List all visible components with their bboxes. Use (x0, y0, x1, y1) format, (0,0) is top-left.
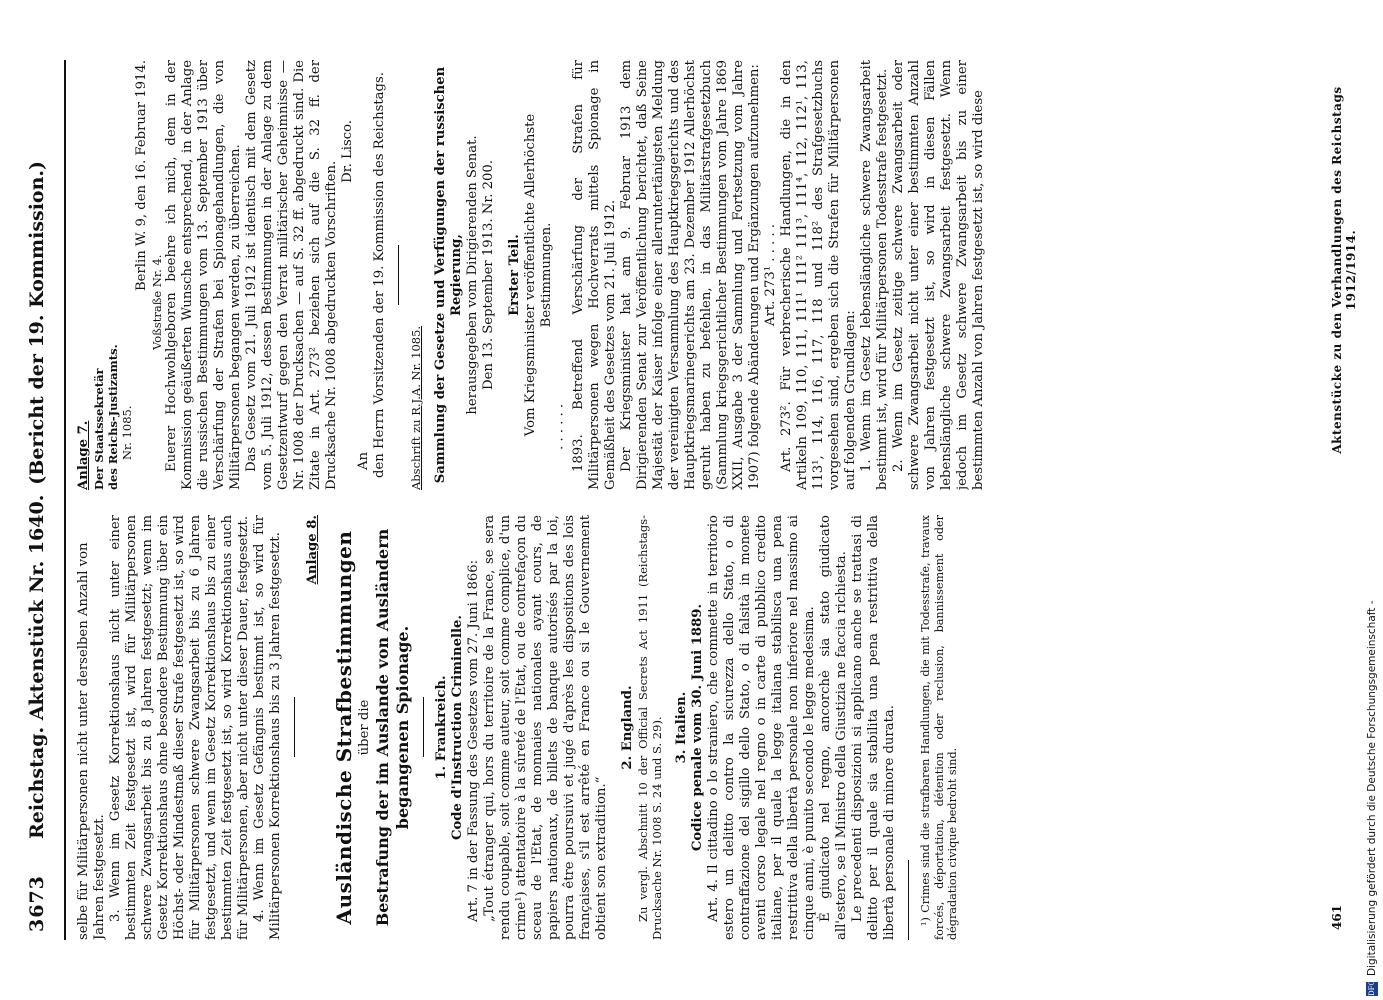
divider (398, 245, 399, 305)
header-title-bracket: (Bericht der 19. Kommission.) (26, 160, 48, 485)
herausgegeben-date: Den 13. September 1913. Nr. 200. (481, 160, 496, 390)
divider (294, 698, 295, 758)
item-1893: 1893. Betreffend Verschärfung der Strafen für Militärpersonen wegen Hochverrats mittels Spionage in Gemäßheit des Gesetzes vom 21. Juli 1912. (571, 60, 618, 490)
point-4: 4. Wenn im Gesetz Gefängnis bestimmt ist, so wird für Militärpersonen Korrektionshaus bis zu 3 Jahren festgesetzt. (252, 515, 283, 940)
point-1: 1. Wenn im Gesetz lebenslängliche schwere Zwangsarbeit bestimmt ist, wird für Militärpersonen Todesstrafe festgesetzt. (859, 60, 890, 490)
addressee-line: den Herrn Vorsitzenden der 19. Kommission des Reichstags. (372, 72, 387, 478)
body-1: Euerer Hochwohlgeboren beehre ich mich, dem in der Kommission geäußerten Wunsche entsprechend, in der Anlage die russischen Bestimmungen vom 13. September 1913 über Verschärfung der Strafen bei Spionagehandlungen, die von Militärpersonen begangen werden, zu überreichen. (164, 60, 243, 490)
italien-text-2: È giudicato nel regno, ancorchè sia stato giudicato all'estero, se il Ministro della Giustizia ne faccia richiesta. (818, 515, 849, 940)
anlage-7: Anlage 7. (76, 420, 91, 490)
anlage-8: Anlage 8. (305, 515, 320, 585)
point-3: 3. Wenn im Gesetz Korrektionshaus nicht unter einer bestimmten Zeit festgesetzt ist, wird für Militärpersonen schwere Zwangsarbeit bis zu 8 Jahren festgesetzt; wenn im Gesetz Korrektionshaus ohne besondere Bestimmung über ein Höchst- oder Mindestmaß dieser Strafe festgesetzt ist, so wird für Militärpersonen schwere Zwangsarbeit bis zu 6 Jahren festgesetzt, und wenn im Gesetz Korrektionshaus bis zu einer bestimmten Zeit festgesetzt ist, so wird Korrektionshaus auch für Militärpersonen, aber nicht unter dieser Dauer, festgesetzt. (108, 515, 251, 940)
signature: Dr. Lisco. (340, 120, 355, 183)
body-2: Das Gesetz vom 21. Juli 1912 ist identisch mit dem Gesetz vom 5. Juli 1912, dessen Bestimmungen in der Anlage zu dem Gesetzentwurf gegen den Verrat militärischer Geheimnisse — Nr. 1008 der Drucksachen — auf S. 32 ff. abgedruckt sind. Die Zitate in Art. 273² beziehen sich auf die S. 32 ff. der Drucksache Nr. 1008 abgedruckten Vorschriften. (244, 60, 339, 490)
footer-aktenstuecke: Aktenstücke zu den Verhandlungen des Reichstags 1912/1914. (1330, 86, 1358, 454)
cont-text: selbe für Militärpersonen nicht unter derselben Anzahl von Jahren festgesetzt. (76, 542, 107, 940)
footnote: ¹) Crimes sind die strafbaren Handlungen, die mit Todesstrafe, travaux forcés, déportation, détention oder reclusion, bannissement oder dégradation civique bedroht sind. (919, 515, 959, 940)
header-page-number: 3673 (26, 875, 48, 932)
erster-teil-sub: Vom Kriegsminister veröffentlichte Allerhöchste Bestimmungen. (523, 113, 554, 437)
italien-code: Codice penale vom 30. Juni 1889. (690, 603, 705, 852)
italien-heading: 3. Italien. (674, 691, 689, 764)
page-header (20, 60, 66, 940)
dfg-logo: DFG (1368, 979, 1376, 996)
italien-text-1: Art. 4. Il cittadino o lo straniero, che commette in territorio estero un delitto contro la sicurezza dello Stato, o di contraffazione del sigillo dello Stato, o di falsità in monete aventi corso legale nel regno o in carte di pubblico credito italiane, per il quale la legge italiana stabilisca una pena restrittiva della libertà personale non inferiore nel massimo ai cinque anni, è punito secondo le legge medesima. (706, 515, 817, 940)
italien-text-3: Le precedenti disposizioni si applicano anche se trattasi di delitto per il quale sia stabilita una pena restrittiva della libertà personale di minore durata. (850, 515, 897, 940)
frankreich-heading: 1. Frankreich. (434, 675, 449, 780)
addressee-an: An (356, 451, 371, 470)
right-column (76, 515, 1316, 940)
dots: · · · · · · (555, 403, 570, 450)
page-number-bottom: 461 (1330, 904, 1344, 930)
date-line: Berlin W. 9, den 16. Februar 1914. (134, 60, 149, 292)
frankreich-text: „Tout étranger qui, hors du territoire de la France, se sera rendu coupable, soit comme auteur, soit comme complice, d'un crime¹) attentatoire à la sûreté de l'Etat, ou de contrefaçon du sceau de l'Etat, de monnaies nationales ayant cours, de papiers nationaux, de billets de banque autorisés par la loi, pourra être poursuivi et jugé d'après les dispositions des lois françaises, s'il est arrêté en France ou si le Gouvernement obtient son extradition.“ (482, 515, 609, 940)
collection-title: Sammlung der Gesetze und Verfügungen der russischen Regierung, (433, 66, 464, 484)
heading-auslaendische: Ausländische Strafbestimmungen (332, 530, 356, 925)
header-title-main: Reichstag. Aktenstück Nr. 1640. (26, 494, 48, 840)
frankreich-intro: Art. 7 in der Fassung des Gesetzes vom 27. Juni 1866: (466, 559, 481, 922)
herausgegeben: herausgegeben vom Dirigierenden Senat. (465, 135, 480, 415)
heading-sub: Bestrafung der im Auslande von Ausländern begangenen Spionage. (373, 528, 412, 927)
sender-line-2: des Reichs-Justizamts. (106, 344, 120, 490)
art-273-1: Art. 273¹ . . . . . (763, 224, 778, 326)
sender-nr: Nr. 1085. (120, 405, 134, 460)
erster-teil: Erster Teil. (507, 234, 522, 316)
art-273-2: Art. 273². Für verbrecherische Handlungen, die in den Artikeln 109, 110, 111, 111¹ 111² 111³, 111⁴, 112, 112¹, 113, 113¹, 114, 116, 117, 118 und 118² des Strafgesetzbuchs vorgesehen sind, ergeben sich die Strafen für Militärpersonen auf folgenden Grundlagen: (779, 60, 858, 490)
divider (423, 698, 424, 758)
heading-ueber: über die (357, 699, 372, 756)
left-column (76, 60, 1316, 490)
digitization-note: Digitalisierung gefördert durch die Deutsche Forschungsgemeinschaft - (1366, 600, 1378, 976)
header-title (26, 60, 48, 940)
body-3: Der Kriegsminister hat am 9. Februar 1913 dem Dirigierenden Senat zur Veröffentlichung berichtet, daß Seine Majestät der Kaiser infolge einer alleruntertänigsten Meldung der vereinigten Versammlung des Hauptkriegsgerichts und des Hauptkriegsmarinegerichts am 23. Dezember 1912 Allerhöchst geruht haben zu befehlen, in das Militärstrafgesetzbuch (Sammlung kriegsgerichtlicher Bestimmungen vom Jahre 1869 XXII, Ausgabe 3 der Sammlung und Fortsetzung vom Jahre 1907) folgende Abänderungen und Ergänzungen aufzunehmen: (619, 60, 762, 490)
abschrift: Abschrift zu R.J.A. Nr. 1085. (409, 325, 423, 490)
address-line: Voßstraße Nr. 4. (150, 254, 164, 350)
frankreich-code: Code d'Instruction Criminelle. (450, 614, 465, 841)
england-text: Zu vergl. Abschnitt 10 der Official Secrets Act 1911 (Reichstags-Drucksache Nr. 1008 S. 24 und S. 29). (636, 515, 664, 940)
england-heading: 2. England. (620, 685, 635, 770)
sender-line-1: Der Staatssekretär (92, 368, 106, 490)
footnote-rule (908, 860, 909, 940)
point-2: 2. Wenn im Gesetz zeitige schwere Zwangsarbeit oder schwere Zwangsarbeit nicht unter einer bestimmten Anzahl von Jahren festgesetzt ist, so wird in diesen Fällen lebenslängliche schwere Zwangsarbeit festgesetzt. Wenn jedoch im Gesetz schwere Zwangsarbeit bis zu einer bestimmten Anzahl von Jahren festgesetzt ist, so wird diese (891, 60, 986, 490)
